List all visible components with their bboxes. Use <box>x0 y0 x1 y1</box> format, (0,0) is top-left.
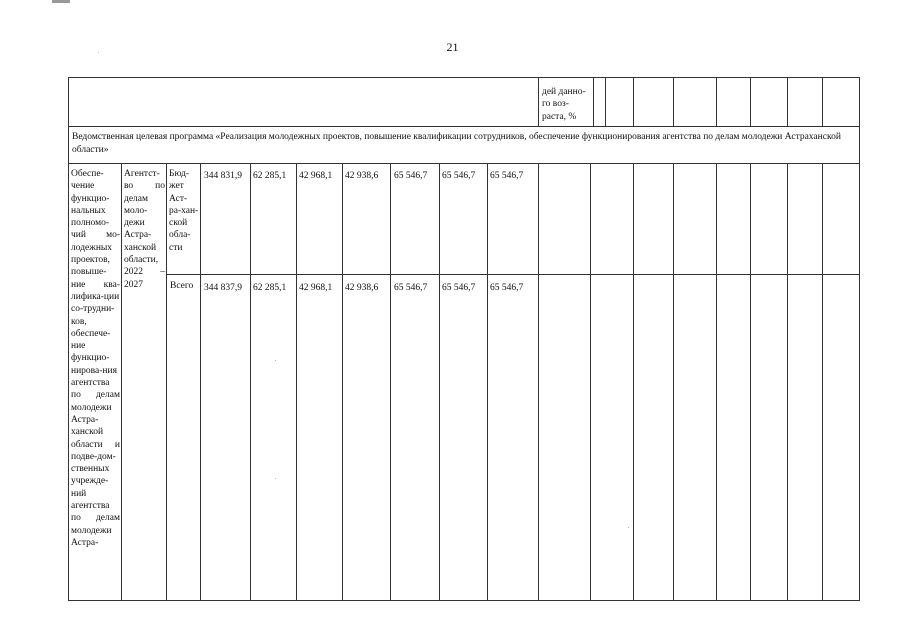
value-cell: 65 546,7 <box>442 171 476 181</box>
header-col-line <box>750 77 751 126</box>
value-cell: 62 285,1 <box>253 283 287 293</box>
value-cell: 42 938,6 <box>345 283 379 293</box>
body-col-line <box>590 163 591 601</box>
header-row-border <box>68 126 860 127</box>
header-col-line <box>673 77 674 126</box>
value-cell: 344 831,9 <box>204 171 242 181</box>
header-col-line <box>633 77 634 126</box>
header-col-line <box>605 77 606 126</box>
value-cell: 42 938,6 <box>345 171 379 181</box>
body-col-line <box>342 163 343 601</box>
source-row-border <box>166 274 860 275</box>
body-col-line <box>716 163 717 601</box>
value-cell: 65 546,7 <box>490 171 524 181</box>
header-col-line <box>538 77 539 126</box>
value-cell: 42 968,1 <box>299 171 333 181</box>
body-col-line <box>538 163 539 601</box>
body-col-line <box>390 163 391 601</box>
funding-source: Бюд-жет Аст-ра-хан-ской обла-сти <box>169 169 199 253</box>
page-number: 21 <box>446 40 459 54</box>
header-col-line <box>716 77 717 126</box>
body-col-line <box>200 163 201 601</box>
header-col-line <box>787 77 788 126</box>
body-col-line <box>121 163 122 601</box>
body-col-line <box>750 163 751 601</box>
scan-mark <box>52 0 70 3</box>
body-col-line <box>439 163 440 601</box>
scan-speck <box>275 360 276 361</box>
body-col-line <box>673 163 674 601</box>
value-cell: 62 285,1 <box>253 171 287 181</box>
program-title: Ведомственная целевая программа «Реализация молодежных проектов, повышение квалификации сотрудников, обеспечение функционирования агентства по делам молодежи Астраханской области» <box>72 132 841 155</box>
body-col-line <box>296 163 297 601</box>
value-cell: 42 968,1 <box>299 283 333 293</box>
task-name: Обеспе-чение функцио-нальных полномо-чий мо-лодежных проектов, повыше-ние ква-лифика-ции со-трудни-ков, обеспече-ние функцио-нирова-ния агентства по делам молодежи Астра-ханской области и подве-дом-ственных учрежде-ний агентства по делам молодежи Астра- <box>71 169 120 548</box>
body-col-line <box>822 163 823 601</box>
value-cell: 65 546,7 <box>394 171 428 181</box>
program-row-border <box>68 163 860 164</box>
body-col-line <box>633 163 634 601</box>
body-col-line <box>787 163 788 601</box>
value-cell: 65 546,7 <box>490 283 524 293</box>
scan-speck <box>275 478 276 479</box>
scan-speck <box>628 527 629 528</box>
value-cell: 344 837,9 <box>204 283 242 293</box>
body-col-line <box>250 163 251 601</box>
scan-speck <box>98 52 99 53</box>
value-cell: 65 546,7 <box>442 283 476 293</box>
header-col-line <box>593 77 594 126</box>
header-col-line <box>822 77 823 126</box>
indicator-header: дей данно-го воз-раста, % <box>542 87 586 122</box>
funding-source: Всего <box>170 281 194 291</box>
task-executor: Агентст-во по делам моло-дежи Астра-ханской области, 2022 – 2027 <box>124 169 165 290</box>
body-col-line <box>166 163 167 601</box>
value-cell: 65 546,7 <box>394 283 428 293</box>
body-col-line <box>487 163 488 601</box>
